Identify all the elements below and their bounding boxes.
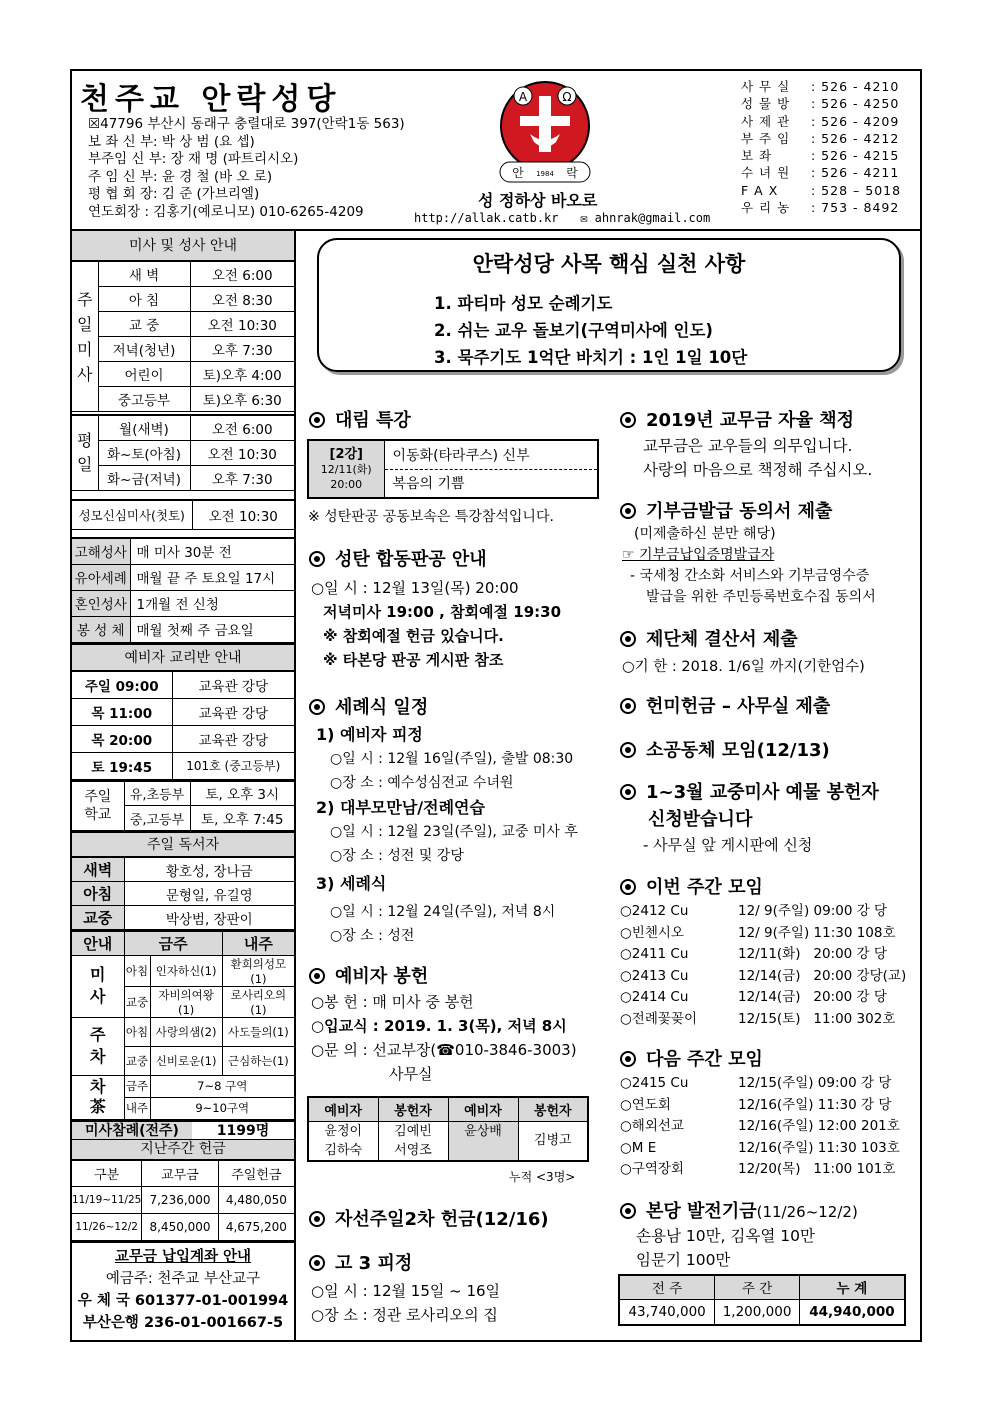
contact-list (741, 78, 901, 216)
offer-table (307, 1096, 589, 1162)
svg-text:A: A (518, 90, 528, 104)
guide-this: 인자하신(1) (150, 955, 222, 986)
catechumen-place: 101호 (중고등부) (172, 752, 294, 779)
offering-table (72, 1160, 294, 1241)
reader-mass: 교중 (72, 906, 124, 930)
weekday-mass-label: 평 일 (72, 415, 98, 490)
meeting-row: ○전례꽃꽂이 12/15(토) 11:00 302호 (620, 1010, 896, 1027)
contact-row: 수 녀 원 : 526 - 4211 (741, 165, 900, 181)
advent-table (307, 439, 599, 499)
bullet-icon (309, 551, 325, 567)
next-week-title: 다음 주간 모임 (620, 1045, 763, 1071)
mass-name: 중고등부 (98, 387, 190, 412)
guide-table (72, 930, 294, 1120)
tea-area: 9~10구역 (150, 1097, 294, 1119)
advent-note: ※ 성탄판공 공동보속은 특강참석입니다. (308, 509, 554, 525)
guide-slot: 교중 (124, 986, 150, 1017)
sacrament-name: 고해성사 (72, 538, 130, 564)
first-sat-time: 오전 10:30 (192, 500, 294, 530)
mass-name: 화~금(저녁) (98, 465, 190, 490)
council-president: 평 협 회 장: 김 준 (가브리엘) (88, 186, 260, 202)
patron-saint: 성 정하상 바오로 (478, 191, 598, 210)
next-week-list (620, 1073, 910, 1181)
reader-names: 박상범, 장판이 (124, 906, 294, 930)
bullet-icon (309, 1255, 325, 1271)
contact-row: 우 리 농 : 753 - 8492 (741, 200, 900, 216)
mass-time: 오전 8:30 (190, 287, 294, 312)
account-holder: 예금주: 천주교 부산교구 (105, 1270, 261, 1287)
website-email (414, 211, 710, 225)
guide-slot: 교중 (124, 1046, 150, 1075)
catechumen-place: 교육관 강당 (172, 698, 294, 725)
yeondo-president: 연도회장 : 김홍기(예로니모) 010-6265-4209 (88, 203, 364, 220)
core-item: 2. 쉬는 교우 돌보기(구역미사에 인도) (434, 321, 713, 340)
reader-names: 문형일, 유길영 (124, 882, 294, 906)
catechumen-title: 예비자 교리반 안내 (72, 643, 294, 671)
guide-this: 신비로운(1) (150, 1046, 222, 1075)
bullet-icon (620, 784, 636, 800)
sacrament-desc: 1개월 전 신청 (130, 590, 294, 616)
attendance-row (72, 1120, 294, 1140)
charity-title: 자선주일2차 헌금(12/16) (309, 1205, 549, 1231)
readers-table (72, 857, 294, 930)
sacrament-desc: 매 미사 30분 전 (130, 538, 294, 564)
meeting-row: ○해외선교 12/16(주일) 12:00 201호 (620, 1118, 900, 1134)
bullet-icon (620, 412, 636, 428)
offer-head: 예비자 (448, 1097, 518, 1121)
catechumen-time: 목 11:00 (72, 698, 172, 725)
bullet-icon (620, 1051, 636, 1067)
contact-row: 사 제 관 : 526 - 4209 (741, 113, 900, 129)
mass-name: 어린이 (98, 362, 190, 387)
settle-title: 제단체 결산서 제출 (620, 625, 798, 651)
left-column (72, 231, 294, 1334)
assistant-priest: 보 좌 신 부: 박 상 범 (요 셉) (88, 133, 255, 150)
bullet-icon (309, 699, 325, 715)
core-item: 3. 묵주기도 1억단 바치기 : 1인 1일 10단 (434, 348, 748, 367)
column-divider (294, 230, 296, 1341)
sacrament-name: 유아세례 (72, 564, 130, 590)
offer-head: 봉헌자 (378, 1097, 448, 1121)
church-name: 천주교 안락성당 (80, 82, 342, 117)
senior-body: ○일 시 : 12월 15일 ~ 16일 ○장 소 : 정관 로사리오의 집 (311, 1282, 501, 1324)
guide-next: 로사리오의(1) (222, 986, 294, 1017)
sacrament-desc: 매월 첫째 주 금요일 (130, 616, 294, 642)
offering-cell: 4,675,200 (218, 1213, 294, 1240)
bullet-icon (620, 742, 636, 758)
advent-title: 대림 특강 (309, 406, 411, 432)
svg-text:1984: 1984 (536, 170, 554, 178)
dues-title: 2019년 교무금 자율 책정 (620, 406, 854, 432)
first-sat-label: 성모신심미사(첫토) (72, 500, 192, 530)
associate-priest: 부주임 신 부: 장 재 명 (파트리시오) (88, 151, 299, 167)
offer-cell: 김예빈 서영조 (378, 1121, 448, 1161)
offering-cell: 8,450,000 (142, 1213, 218, 1240)
guide-next: 사도들의(1) (222, 1017, 294, 1046)
offer-cell: 윤정이 김하숙 (308, 1121, 378, 1161)
parish-logo (496, 76, 594, 188)
email-link[interactable]: ✉ ahnrak@gmail.com (580, 211, 711, 225)
contact-row: 보 좌 : 526 - 4215 (741, 148, 900, 164)
meeting-row: ○2412 Cu 12/ 9(주일) 09:00 강 당 (620, 903, 888, 919)
account-title: 교무금 납입계좌 안내 (114, 1248, 252, 1265)
pastor-priest: 주 임 신 부: 윤 경 철 (바 오 로) (88, 168, 273, 185)
fund-head: 주 간 (715, 1275, 800, 1299)
tea-label: 차 茶 (72, 1075, 124, 1119)
school-group: 유,초등부 (124, 781, 190, 806)
meeting-row: ○2411 Cu 12/11(화) 20:00 강 당 (620, 946, 887, 962)
donation-body: (미제출하신 분만 해당) ☞ 기부금납입증명발급자 - 국세청 간소화 서비스와 기부금영수증 발급을 위한 주민등록번호수집 동의서 (622, 526, 876, 605)
svg-text:Ω: Ω (562, 90, 572, 104)
mass-time: 오후 7:30 (190, 465, 294, 490)
mass-time: 오전 10:30 (190, 440, 294, 465)
fund-table (618, 1274, 906, 1326)
core-item: 1. 파티마 성모 순례기도 (434, 294, 613, 313)
fund-title: 본당 발전기금(11/26~12/2) (620, 1197, 858, 1223)
attendance-count: 1199명 (216, 1122, 270, 1139)
confession-body: ○일 시 : 12월 13일(목) 20:00 저녁미사 19:00 , 참회예절 19:30 ※ 참회예절 헌금 있습니다. ※ 타본당 판공 게시판 참조 (311, 579, 562, 669)
church-info (88, 116, 405, 221)
mass-time: 오후 7:30 (190, 337, 294, 362)
guide-next: 근심하는(1) (222, 1046, 294, 1075)
this-week-list (620, 901, 910, 1030)
offering-head: 교무금 (142, 1160, 218, 1186)
offer-head: 봉헌자 (518, 1097, 588, 1121)
small-community-title: 소공동체 모임(12/13) (620, 736, 830, 762)
this-week-title: 이번 주간 모임 (620, 873, 763, 899)
catechumen-time: 목 20:00 (72, 725, 172, 752)
bullet-icon (620, 503, 636, 519)
bullet-icon (620, 879, 636, 895)
contact-row: 부 주 임 : 526 - 4212 (741, 130, 900, 146)
contact-row: 사 무 실 : 526 - 4210 (741, 79, 900, 94)
readers-title: 주일 독서자 (72, 831, 294, 857)
offering-cell: 7,236,000 (142, 1186, 218, 1213)
catechumen-place: 교육관 강당 (172, 725, 294, 752)
dues-body: 교무금은 교우들의 의무입니다. 사랑의 마음으로 책정해 주십시오. (643, 437, 873, 479)
meeting-row: ○2413 Cu 12/14(금) 20:00 강당(교) (620, 967, 907, 984)
core-title: 안락성당 사목 핵심 실천 사항 (472, 252, 746, 276)
sunday-school-table (72, 780, 294, 832)
guide-slot: 금주 (124, 1075, 150, 1097)
bullet-icon (309, 968, 325, 984)
account-section (72, 1241, 294, 1334)
account-post: 우 체 국 601377-01-001994 (77, 1292, 289, 1309)
offer-cell: 윤상배 (448, 1121, 518, 1161)
mass-name: 월(새벽) (98, 415, 190, 440)
meeting-row: ○연도회 12/16(주일) 11:30 강 당 (620, 1096, 892, 1113)
bullet-icon (309, 1211, 325, 1227)
mass-name: 화~토(아침) (98, 440, 190, 465)
guide-slot: 아침 (124, 955, 150, 986)
mass-name: 아 침 (98, 287, 190, 312)
baptism-title: 세례식 일정 (309, 693, 428, 719)
meeting-row: ○2414 Cu 12/14(금) 20:00 강 당 (620, 989, 887, 1005)
mite-title: 헌미헌금 – 사무실 제출 (620, 692, 830, 718)
mass-time: 오전 6:00 (190, 262, 294, 287)
school-group: 중,고등부 (124, 806, 190, 831)
guide-this: 자비의여왕(1) (150, 986, 222, 1017)
offering-head: 주일헌금 (218, 1160, 294, 1186)
meeting-row: ○M E 12/16(주일) 11:30 103호 (620, 1139, 900, 1156)
contact-row: F A X : 528 – 5018 (741, 182, 902, 198)
guide-slot: 아침 (124, 1017, 150, 1046)
mass-time: 토)오후 4:00 (190, 362, 294, 387)
mass-time: 토)오후 6:30 (190, 387, 294, 412)
donation-title: 기부금발급 동의서 제출 (620, 497, 832, 523)
contact-row: 성 물 방 : 526 - 4250 (741, 96, 900, 112)
bullet-icon (620, 698, 636, 714)
guide-next: 환희의성모(1) (222, 955, 294, 986)
offering-cell: 11/19~11/25 (72, 1186, 142, 1213)
misa-label: 미 사 (72, 955, 124, 1017)
bullet-icon (620, 1203, 636, 1219)
fund-body: 손용남 10만, 김옥열 10만 임문기 100만 (636, 1227, 815, 1269)
sunday-mass-label: 주 일 미 사 (72, 262, 98, 412)
account-bank: 부산은행 236-01-001667-5 (82, 1314, 284, 1331)
bullet-icon (620, 631, 636, 647)
sunday-mass-table (72, 261, 294, 412)
guide-head: 내주 (222, 931, 294, 955)
guide-head: 금주 (124, 931, 222, 955)
catechumen-time: 토 19:45 (72, 752, 172, 779)
advent-topic: 복음의 기쁨 (384, 469, 598, 498)
offer-title: 예비자 봉헌 (309, 962, 428, 988)
mass-name: 교 중 (98, 312, 190, 337)
sunday-school-label: 주일 학교 (72, 781, 124, 831)
catechumen-place: 교육관 강당 (172, 671, 294, 698)
offering-cell: 11/26~12/2 (72, 1213, 142, 1240)
meeting-row: ○빈첸시오 12/ 9(주일) 11:30 108호 (620, 924, 896, 941)
offering-head: 구분 (72, 1160, 142, 1186)
bullet-icon (309, 412, 325, 428)
meeting-row: ○구역장회 12/20(목) 11:00 101호 (620, 1161, 896, 1177)
guide-this: 사랑의샘(2) (150, 1017, 222, 1046)
catechumen-time: 주일 09:00 (72, 671, 172, 698)
sacrament-desc: 매월 끝 주 토요일 17시 (130, 564, 294, 590)
attendance-label: 미사참례(전주) (72, 1122, 192, 1139)
website-link[interactable]: http://allak.catb.kr (414, 211, 559, 225)
gift-body: - 사무실 앞 게시판에 신청 (643, 836, 813, 854)
parking-label: 주 차 (72, 1017, 124, 1075)
reader-names: 황호성, 장나금 (124, 858, 294, 882)
core-items (434, 290, 747, 371)
mass-name: 저녁(청년) (98, 337, 190, 362)
senior-title: 고 3 피정 (309, 1249, 412, 1275)
guide-head: 안내 (72, 931, 124, 955)
sacrament-name: 봉 성 체 (72, 616, 130, 642)
confession-title: 성탄 합동판공 안내 (309, 545, 487, 571)
sacrament-name: 혼인성사 (72, 590, 130, 616)
catechumen-table (72, 671, 294, 780)
fund-week: 1,200,000 (715, 1299, 800, 1325)
advent-lecture-cell: [2강] 12/11(화) 20:00 (308, 440, 384, 498)
first-saturday-table (72, 499, 294, 531)
tea-area: 7~8 구역 (150, 1075, 294, 1097)
offer-cell: 김병고 (518, 1121, 588, 1161)
offer-body: ○봉 헌 : 매 미사 중 봉헌 ○입교식 : 2019. 1. 3(목), 저녁 8시 ○문 의 : 선교부장(☎010-3846-3003) 사무실 (311, 993, 577, 1083)
offer-head: 예비자 (308, 1097, 378, 1121)
offering-cell: 4,480,050 (218, 1186, 294, 1213)
fund-prev: 43,740,000 (619, 1299, 715, 1325)
address: ☒47796 부산시 동래구 충렬대로 397(안락1동 563) (88, 116, 405, 132)
fund-total: 44,940,000 (799, 1299, 905, 1325)
reader-mass: 아침 (72, 882, 124, 906)
meeting-row: ○2415 Cu 12/15(주일) 09:00 강 당 (620, 1075, 892, 1091)
fund-head: 전 주 (619, 1275, 715, 1299)
school-time: 토, 오후 7:45 (190, 806, 294, 831)
offering-title: 지난주간 헌금 (72, 1140, 294, 1160)
mass-time: 오전 10:30 (190, 312, 294, 337)
sacrament-table (72, 537, 294, 643)
mass-name: 새 벽 (98, 262, 190, 287)
baptism-body: 1) 예비자 피정 ○일 시 : 12월 16일(주일), 출발 08:30 ○장 소 : 예수성심전교 수녀원 2) 대부모만남/전례연습 ○일 시 : 12월 23일(주일), 교중 미사 후 ○장 소 : 성전 및 강당 3) 세례식 ○일 시 : 12월 24일(주일), 저녁 8시 ○장 소 : 성전 (316, 725, 578, 944)
mass-time: 오전 6:00 (190, 415, 294, 440)
offer-total: 누적 <3명> (509, 1170, 576, 1184)
svg-text:안: 안 (512, 166, 524, 180)
fund-head: 누 계 (799, 1275, 905, 1299)
school-time: 토, 오후 3시 (190, 781, 294, 806)
reader-mass: 새벽 (72, 858, 124, 882)
settle-body: ○기 한 : 2018. 1/6일 까지(기한엄수) (622, 659, 865, 675)
advent-speaker: 이동화(타라쿠스) 신부 (384, 440, 598, 469)
gift-title: 1~3월 교중미사 예물 봉헌자 신청받습니다 (620, 779, 879, 833)
guide-slot: 내주 (124, 1097, 150, 1119)
weekday-mass-table (72, 414, 294, 491)
mass-title: 미사 및 성사 안내 (72, 231, 294, 261)
svg-text:락: 락 (566, 166, 578, 180)
